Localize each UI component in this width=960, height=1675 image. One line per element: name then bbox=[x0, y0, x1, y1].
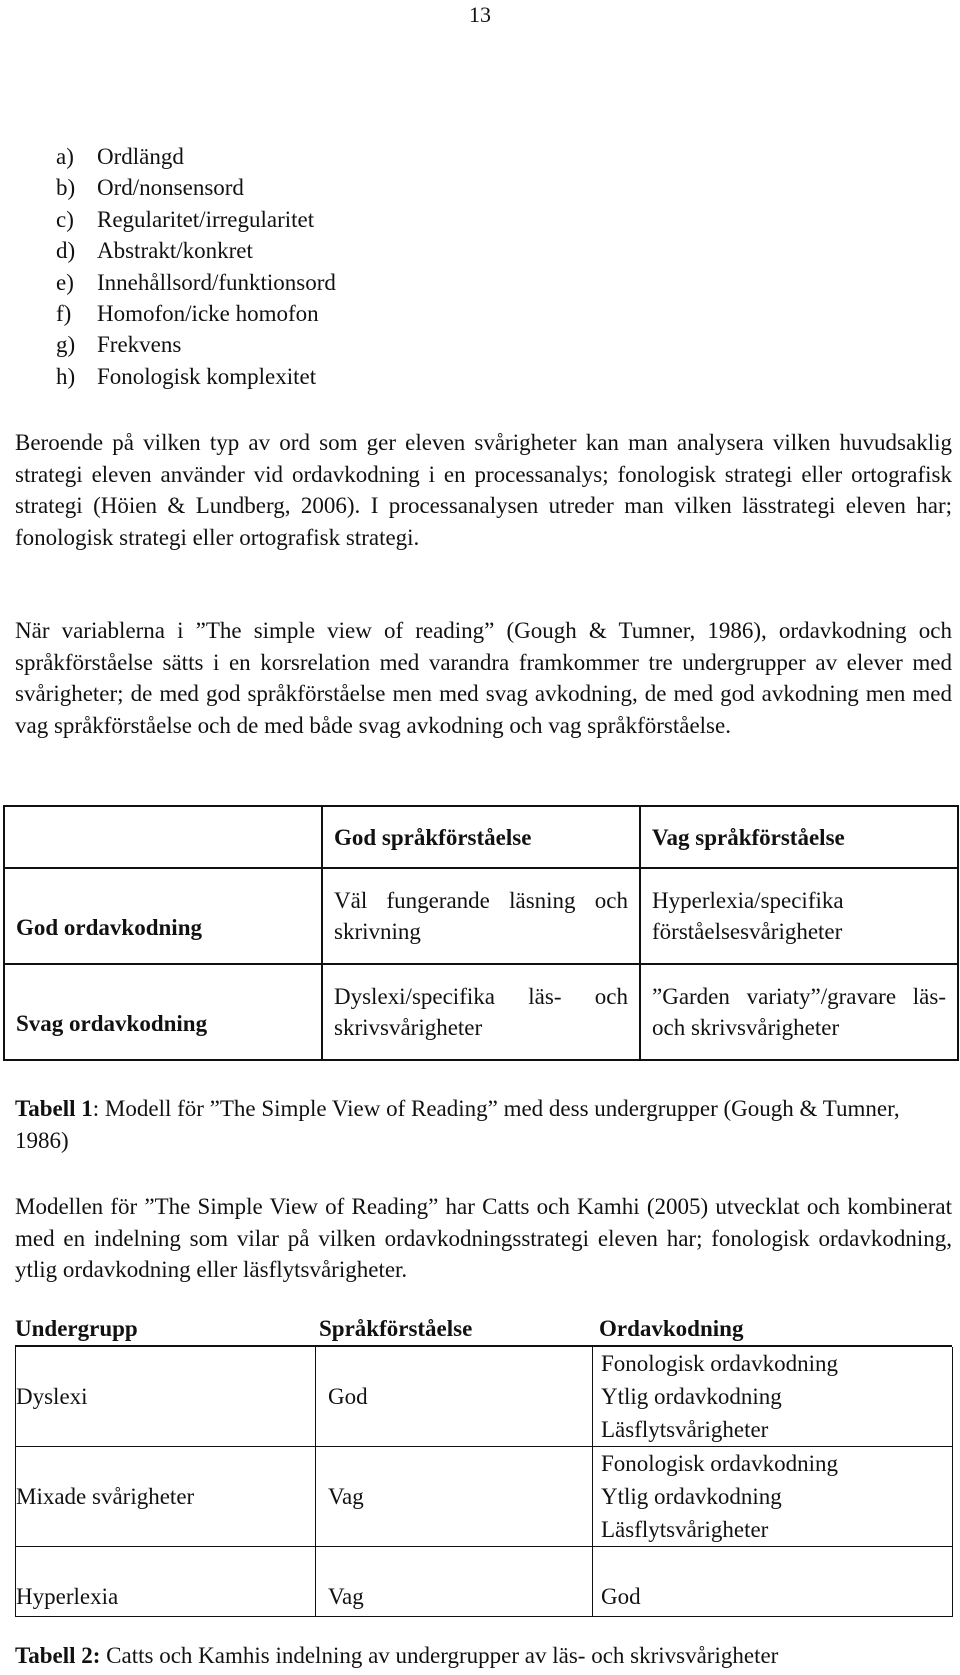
decoding-item: Läsflytsvårigheter bbox=[601, 1517, 769, 1542]
list-item-text: Frekvens bbox=[97, 332, 182, 358]
table-cell: Hyperlexia bbox=[16, 1547, 316, 1617]
factor-list bbox=[56, 141, 336, 392]
paragraph-catts-kamhi: Modellen för ”The Simple View of Reading” har Catts och Kamhi (2005) utvecklat och kombinerat med en indelning som vilar på vilken ordavkodningsstrategi eleven har; fonologisk ordavkodning, ytlig ordavkodning eller läsflytsvårigheter. bbox=[15, 1194, 952, 1283]
table-2-caption bbox=[15, 1640, 952, 1672]
list-item bbox=[56, 267, 336, 298]
list-marker: b) bbox=[56, 175, 76, 201]
table-cell: Vag bbox=[316, 1447, 593, 1547]
list-marker: a) bbox=[56, 144, 74, 169]
row-header: Svag ordavkodning bbox=[4, 964, 322, 1060]
table-cell: God bbox=[316, 1347, 593, 1447]
column-header: God språkförståelse bbox=[322, 806, 640, 868]
list-marker: d) bbox=[56, 238, 76, 264]
table-cell: Vag bbox=[316, 1547, 593, 1617]
table-cell: Väl fungerande läsning och skrivning bbox=[322, 868, 640, 964]
list-marker: h) bbox=[56, 363, 76, 389]
caption-text: Catts och Kamhis indelning av undergrupper av läs- och skrivsvårigheter bbox=[100, 1643, 779, 1668]
list-item-text: Ordlängd bbox=[97, 144, 184, 169]
table-cell: God bbox=[593, 1547, 953, 1617]
column-header: Ordavkodning bbox=[599, 1316, 744, 1341]
list-item-text: Abstrakt/konkret bbox=[97, 238, 253, 264]
decoding-item: Läsflytsvårigheter bbox=[601, 1417, 769, 1442]
list-marker: c) bbox=[56, 206, 74, 232]
subgroup-table bbox=[15, 1347, 953, 1617]
list-marker: f) bbox=[56, 301, 72, 327]
simple-view-model-table bbox=[3, 805, 959, 1061]
page-number: 13 bbox=[469, 2, 491, 27]
caption-label: Tabell 2: bbox=[15, 1643, 101, 1668]
list-item-text: Fonologisk komplexitet bbox=[97, 363, 317, 389]
decoding-item: Ytlig ordavkodning bbox=[601, 1384, 782, 1409]
paragraph-simple-view: När variablerna i ”The simple view of reading” (Gough & Tumner, 1986), ordavkodning och språkförståelse sätts i en korsrelation med varandra framkommer tre undergrupper av elever med svårigheter; de med god språkförståelse men med svag avkodning, de med god avkodning men med vag språkförståelse och de med både svag avkodning och vag språkförståelse. bbox=[15, 618, 952, 738]
decoding-item: Ytlig ordavkodning bbox=[601, 1484, 782, 1509]
table-cell: Dyslexi/specifika läs- och skrivsvårigheter bbox=[322, 964, 640, 1060]
table-1-caption bbox=[15, 1093, 952, 1157]
table-row bbox=[16, 1547, 953, 1617]
table-cell: Mixade svårigheter bbox=[16, 1447, 316, 1547]
paragraph-process-analysis: Beroende på vilken typ av ord som ger eleven svårigheter kan man analysera vilken huvudsaklig strategi eleven använder vid ordavkodning i en processanalys; fonologisk strategi eller ortografisk strategi (Höien & Lundberg, 2006). I processanalysen utreder man vilken lässtrategi eleven har; fonologisk strategi eller ortografisk strategi. bbox=[15, 430, 952, 550]
list-marker: g) bbox=[56, 332, 76, 358]
column-header: Språkförståelse bbox=[319, 1316, 473, 1341]
caption-text: : Modell för ”The Simple View of Reading” med dess undergrupper (Gough & Tumner, 1986) bbox=[15, 1096, 900, 1153]
row-header: God ordavkodning bbox=[4, 868, 322, 964]
list-item bbox=[56, 329, 336, 360]
table-cell: Dyslexi bbox=[16, 1347, 316, 1447]
list-item bbox=[56, 172, 336, 203]
list-marker: e) bbox=[56, 269, 74, 295]
table-row bbox=[16, 1347, 953, 1447]
list-item bbox=[56, 204, 336, 235]
list-item bbox=[56, 141, 336, 172]
table-corner-cell bbox=[4, 806, 322, 868]
table-row bbox=[16, 1447, 953, 1547]
caption-label: Tabell 1 bbox=[15, 1096, 93, 1121]
list-item-text: Innehållsord/funktionsord bbox=[97, 269, 336, 295]
table-2-header bbox=[15, 1313, 952, 1347]
table-cell bbox=[593, 1447, 953, 1547]
table-cell bbox=[593, 1347, 953, 1447]
list-item-text: Regularitet/irregularitet bbox=[97, 206, 315, 232]
column-header: Undergrupp bbox=[15, 1316, 138, 1341]
table-cell: ”Garden variaty”/gravare läs- och skrivsvårigheter bbox=[640, 964, 958, 1060]
column-header: Vag språkförståelse bbox=[640, 806, 958, 868]
decoding-item: Fonologisk ordavkodning bbox=[601, 1351, 839, 1376]
list-item bbox=[56, 361, 336, 392]
list-item bbox=[56, 298, 336, 329]
list-item bbox=[56, 235, 336, 266]
list-item-text: Homofon/icke homofon bbox=[97, 301, 319, 327]
decoding-item: Fonologisk ordavkodning bbox=[601, 1451, 839, 1476]
list-item-text: Ord/nonsensord bbox=[97, 175, 244, 201]
table-cell: Hyperlexia/specifika förståelsesvårigheter bbox=[640, 868, 958, 964]
